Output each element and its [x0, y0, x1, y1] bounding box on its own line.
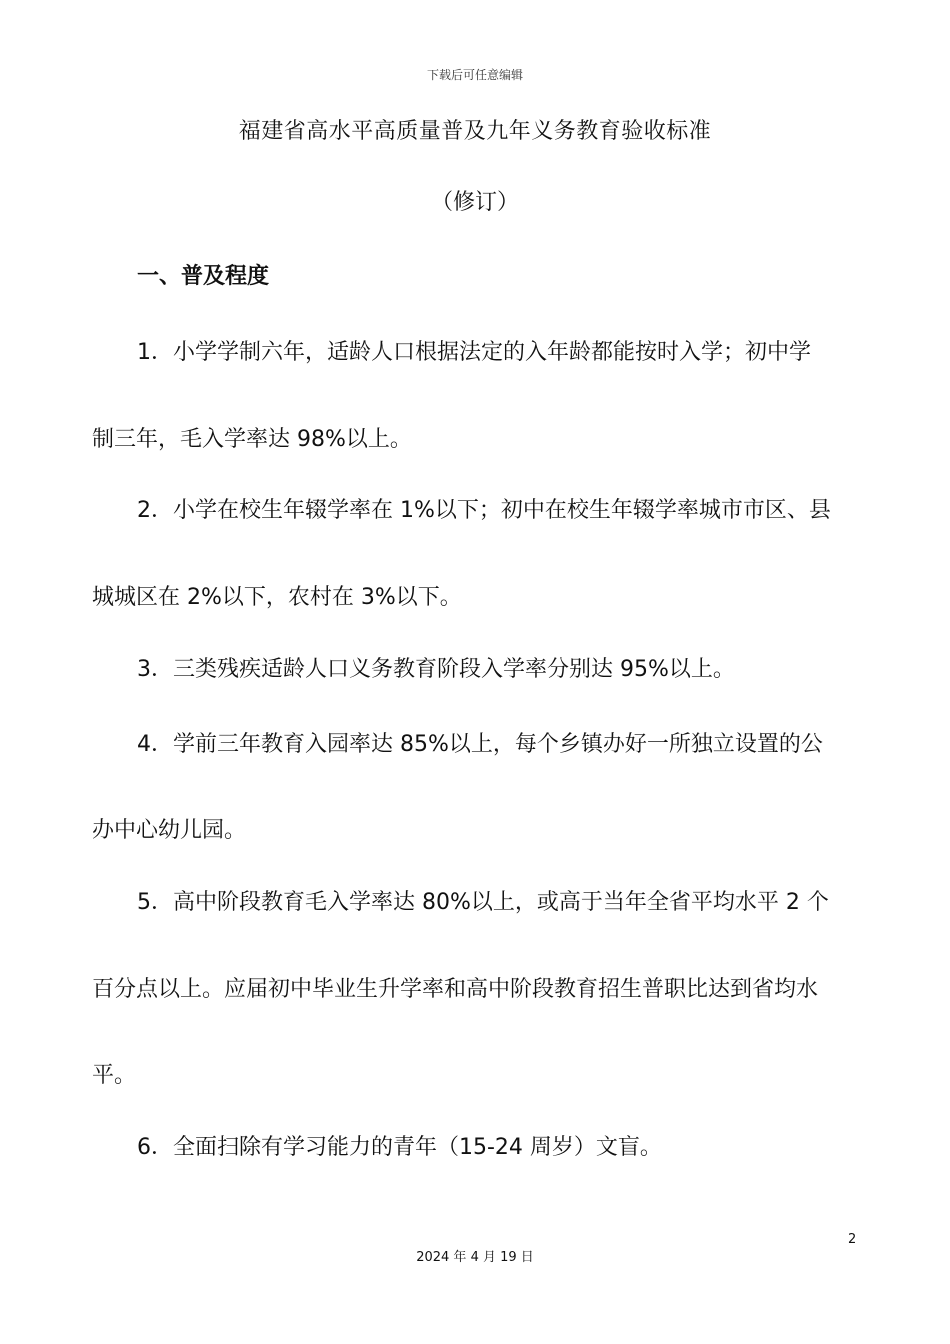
paragraph-5-line-2: 百分点以上。应届初中毕业生升学率和高中阶段教育招生普职比达到省均水 — [92, 977, 819, 1002]
paragraph-5-line-1: 5．高中阶段教育毛入学率达 80%以上，或高于当年全省平均水平 2 个 — [137, 890, 829, 915]
paragraph-6-line-1: 6．全面扫除有学习能力的青年（15-24 周岁）文盲。 — [137, 1135, 662, 1160]
header-note: 下载后可任意编辑 — [426, 68, 523, 82]
section-heading: 一、普及程度 — [137, 264, 270, 289]
paragraph-4-line-2: 办中心幼儿园。 — [92, 818, 247, 843]
paragraph-1-line-2: 制三年，毛入学率达 98%以上。 — [92, 427, 412, 452]
document-subtitle: （修订） — [430, 190, 519, 215]
paragraph-1-line-1: 1．小学学制六年，适龄人口根据法定的入年龄都能按时入学；初中学 — [137, 340, 811, 365]
document-title: 福建省高水平高质量普及九年义务教育验收标准 — [238, 119, 712, 144]
footer-date: 2024 年 4 月 19 日 — [416, 1250, 534, 1265]
paragraph-4-line-1: 4．学前三年教育入园率达 85%以上，每个乡镇办好一所独立设置的公 — [137, 732, 823, 757]
paragraph-3-line-1: 3．三类残疾适龄人口义务教育阶段入学率分别达 95%以上。 — [137, 657, 735, 682]
paragraph-2-line-1: 2．小学在校生年辍学率在 1%以下；初中在校生年辍学率城市市区、县 — [137, 498, 831, 523]
page-number: 2 — [848, 1232, 857, 1247]
paragraph-2-line-2: 城城区在 2%以下，农村在 3%以下。 — [92, 585, 462, 610]
paragraph-5-line-3: 平。 — [92, 1063, 137, 1088]
